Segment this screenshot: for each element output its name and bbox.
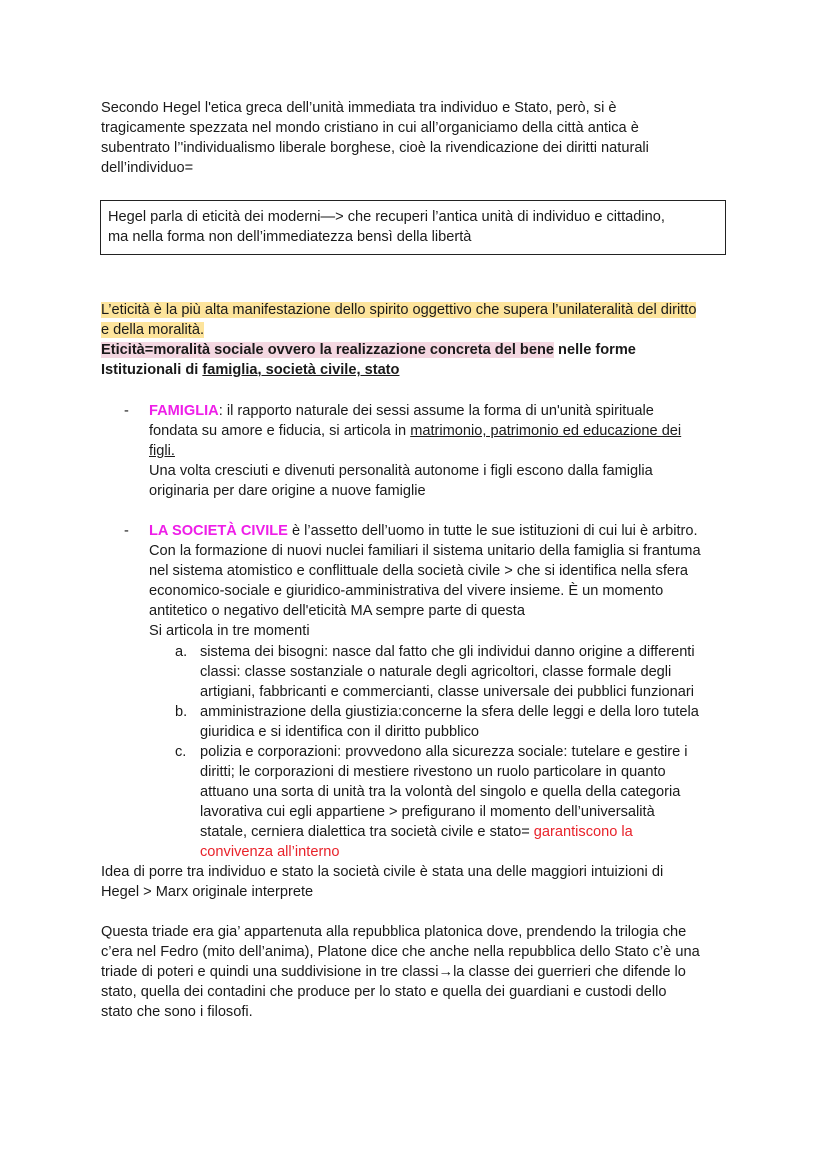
text-segment: è l’assetto dell’uomo in tutte le sue istituzioni di cui lui è arbitro. xyxy=(287,523,698,539)
societa-civile-item xyxy=(124,521,701,641)
text-line: lavorativa cui egli appartiene > prefigurano il momento dell’universalità xyxy=(200,804,655,820)
text-line: Hegel > Marx originale interprete xyxy=(101,884,314,900)
text-line: Questa triade era gia’ appartenuta alla repubblica platonica dove, prendendo la trilogia che xyxy=(101,924,687,940)
text-line: dell’individuo= xyxy=(101,160,194,176)
text-line: classi: classe sostanziale o naturale degli agricoltori, classe formale degli xyxy=(200,664,672,680)
text-segment: : il rapporto naturale dei sessi assume la forma di un'unità spirituale xyxy=(218,403,654,419)
yellow-highlight: e della moralità. xyxy=(101,322,205,338)
text-line: diritti; le corporazioni di mestiere rivestono un ruolo particolare in quanto xyxy=(200,764,666,780)
sub-item-c xyxy=(175,742,688,862)
red-text: convivenza all’interno xyxy=(200,844,340,860)
text-line: Si articola in tre momenti xyxy=(149,623,310,639)
text-segment: fondata su amore e fiducia, si articola in xyxy=(149,423,411,439)
text-line: polizia e corporazioni: provvedono alla sicurezza sociale: tutelare e gestire i xyxy=(200,744,688,760)
text-line: stato, quella dei contadini che produce per lo stato e quella dei guardiani e custodi dello xyxy=(101,984,667,1000)
highlighted-definition xyxy=(101,300,696,380)
text-line: triade di poteri e quindi una suddivisione in tre classi→la classe dei guerrieri che difende lo xyxy=(101,964,686,980)
text-line: Hegel parla di eticità dei moderni—> che recuperi l’antica unità di individuo e cittadino, xyxy=(108,209,665,225)
text-line: Una volta cresciuti e divenuti personalità autonome i figli escono dalla famiglia xyxy=(149,463,653,479)
triade-paragraph xyxy=(101,922,700,1022)
text-line: Con la formazione di nuovi nuclei familiari il sistema unitario della famiglia si frantuma xyxy=(149,543,701,559)
text-line: nel sistema atomistico e conflittuale della società civile > che si identifica nella sfera xyxy=(149,563,689,579)
underlined-text: matrimonio, patrimonio ed educazione dei xyxy=(410,423,682,439)
underlined-text: famiglia, società civile, stato xyxy=(202,362,400,378)
bullet-dash: - xyxy=(124,523,129,539)
text-line: attuano una sorta di unità tra la volontà del singolo e quella della categoria xyxy=(200,784,681,800)
text-line: originaria per dare origine a nuove famiglie xyxy=(149,483,426,499)
text-line: Secondo Hegel l'etica greca dell’unità immediata tra individuo e Stato, però, si è xyxy=(101,100,617,116)
text-line: sistema dei bisogni: nasce dal fatto che gli individui danno origine a differenti xyxy=(200,644,695,660)
boxed-note-text xyxy=(108,207,665,247)
text-line: giuridica e si identifica con il diritto pubblico xyxy=(200,724,480,740)
text-line: stato che sono i filosofi. xyxy=(101,1004,253,1020)
societa-title: LA SOCIETÀ CIVILE xyxy=(149,523,288,539)
text-line: ma nella forma non dell’immediatezza bensì della libertà xyxy=(108,229,472,245)
pink-highlight: Eticità=moralità sociale ovvero la realizzazione concreta del bene xyxy=(101,342,554,358)
text-line: amministrazione della giustizia:concerne la sfera delle leggi e della loro tutela xyxy=(200,704,699,720)
famiglia-item xyxy=(124,401,682,501)
text-segment: statale, cerniera dialettica tra società civile e stato= xyxy=(200,824,534,840)
list-letter: b. xyxy=(175,704,188,720)
red-text: garantiscono la xyxy=(533,824,633,840)
text-segment: Istituzionali di xyxy=(101,362,203,378)
text-line: subentrato l’'individualismo liberale borghese, cioè la rivendicazione dei diritti naturali xyxy=(101,140,649,156)
sub-item-a xyxy=(175,642,695,702)
sub-item-b xyxy=(175,702,699,742)
text-line: tragicamente spezzata nel mondo cristiano in cui all’organiciamo della città antica è xyxy=(101,120,639,136)
list-letter: c. xyxy=(175,744,187,760)
famiglia-title: FAMIGLIA xyxy=(149,403,219,419)
text-line: c’era nel Fedro (mito dell’anima), Platone dice che anche nella repubblica dello Stato c’è una xyxy=(101,944,700,960)
underlined-text: figli. xyxy=(149,443,175,459)
intro-paragraph xyxy=(101,98,649,178)
text-segment: nelle forme xyxy=(554,342,636,358)
bullet-dash: - xyxy=(124,403,129,419)
idea-paragraph xyxy=(101,862,663,902)
yellow-highlight: L’eticità è la più alta manifestazione dello spirito oggettivo che supera l’unilateralità del diritto xyxy=(101,302,697,318)
list-letter: a. xyxy=(175,644,188,660)
text-line: economico-sociale e giuridico-amministrativa del vivere insieme. È un momento xyxy=(149,583,664,599)
text-line: antitetico o negativo dell'eticità MA sempre parte di questa xyxy=(149,603,525,619)
text-line: Idea di porre tra individuo e stato la società civile è stata una delle maggiori intuizioni di xyxy=(101,864,664,880)
text-line: artigiani, fabbricanti e commercianti, classe universale dei pubblici funzionari xyxy=(200,684,694,700)
